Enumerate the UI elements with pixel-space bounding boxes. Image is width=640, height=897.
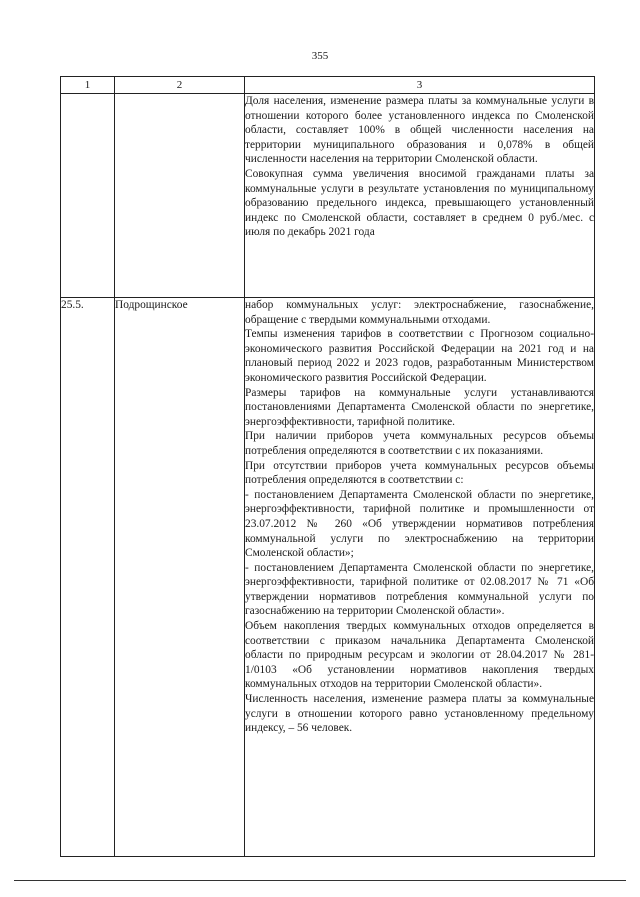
tariff-table	[60, 76, 595, 857]
table-header-row	[61, 77, 595, 94]
paragraph: Объем накопления твердых коммунальных отходов определяется в соответствии с приказом начальника Департамента Смоленской области по природным ресурсам и экологии от 28.04.2017 № 281-1/0103 «Об установлении нормативов накопления твердых коммунальных отходов на территории Смоленской области».	[245, 620, 594, 691]
municipality-cell: Подрощинское	[115, 298, 245, 857]
row-number-cell: 25.5.	[61, 298, 115, 857]
description-cell	[245, 94, 595, 298]
paragraph: Размеры тарифов на коммунальные услуги устанавливаются постановлениями Департамента Смоленской области по энергетике, энергоэффективности, тарифной политике.	[245, 386, 594, 428]
paragraph: Темпы изменения тарифов в соответствии с Прогнозом социально-экономического развития Российской Федерации на 2021 год и на плановый период 2022 и 2023 годов, разработанным Министерством экономического развития Российской Федерации.	[245, 328, 594, 384]
page-bottom-rule	[14, 880, 626, 881]
paragraph: набор коммунальных услуг: электроснабжение, газоснабжение, обращение с твердыми коммунальными отходами.	[245, 299, 594, 326]
column-header-1: 1	[61, 77, 115, 94]
description-cell	[245, 298, 595, 857]
row-number-cell	[61, 94, 115, 298]
municipality-cell	[115, 94, 245, 298]
table-row	[61, 94, 595, 298]
paragraph: - постановлением Департамента Смоленской области по энергетике, энергоэффективности, тарифной политике и промышленности от 23.07.2012 № 260 «Об утверждении нормативов потребления коммунальной услуги по электроснабжению на территории Смоленской области»;	[245, 488, 594, 560]
column-header-2: 2	[115, 77, 245, 94]
paragraph: При отсутствии приборов учета коммунальных ресурсов объемы потребления определяются в соответствии с:	[245, 459, 594, 487]
paragraph: Совокупная сумма увеличения вносимой гражданами платы за коммунальные услуги в результате установления по муниципальному образованию предельного индекса, превышающего установленный индекс по Смоленской области, составляет в среднем 0 руб./мес. с июля по декабрь 2021 года	[245, 167, 594, 239]
column-header-3: 3	[245, 77, 595, 94]
paragraph: Доля населения, изменение размера платы за коммунальные услуги в отношении которого более установленного индекса по Смоленской области, составляет 100% в общей численности населения на территории муниципального образования и 0,078% в общей численности населения на территории Смоленской области.	[245, 95, 594, 166]
page-number: 355	[311, 50, 329, 62]
table-row	[61, 298, 595, 857]
paragraph: При наличии приборов учета коммунальных ресурсов объемы потребления определяются в соответствии с их показаниями.	[245, 430, 594, 457]
paragraph: Численность населения, изменение размера платы за коммунальные услуги в отношении которого равно установленному предельному индексу, – 56 человек.	[245, 693, 594, 735]
paragraph: - постановлением Департамента Смоленской области по энергетике, энергоэффективности, тарифной политике от 02.08.2017 № 71 «Об утверждении нормативов потребления коммунальной услуги по газоснабжению на территории Смоленской области».	[245, 561, 594, 618]
